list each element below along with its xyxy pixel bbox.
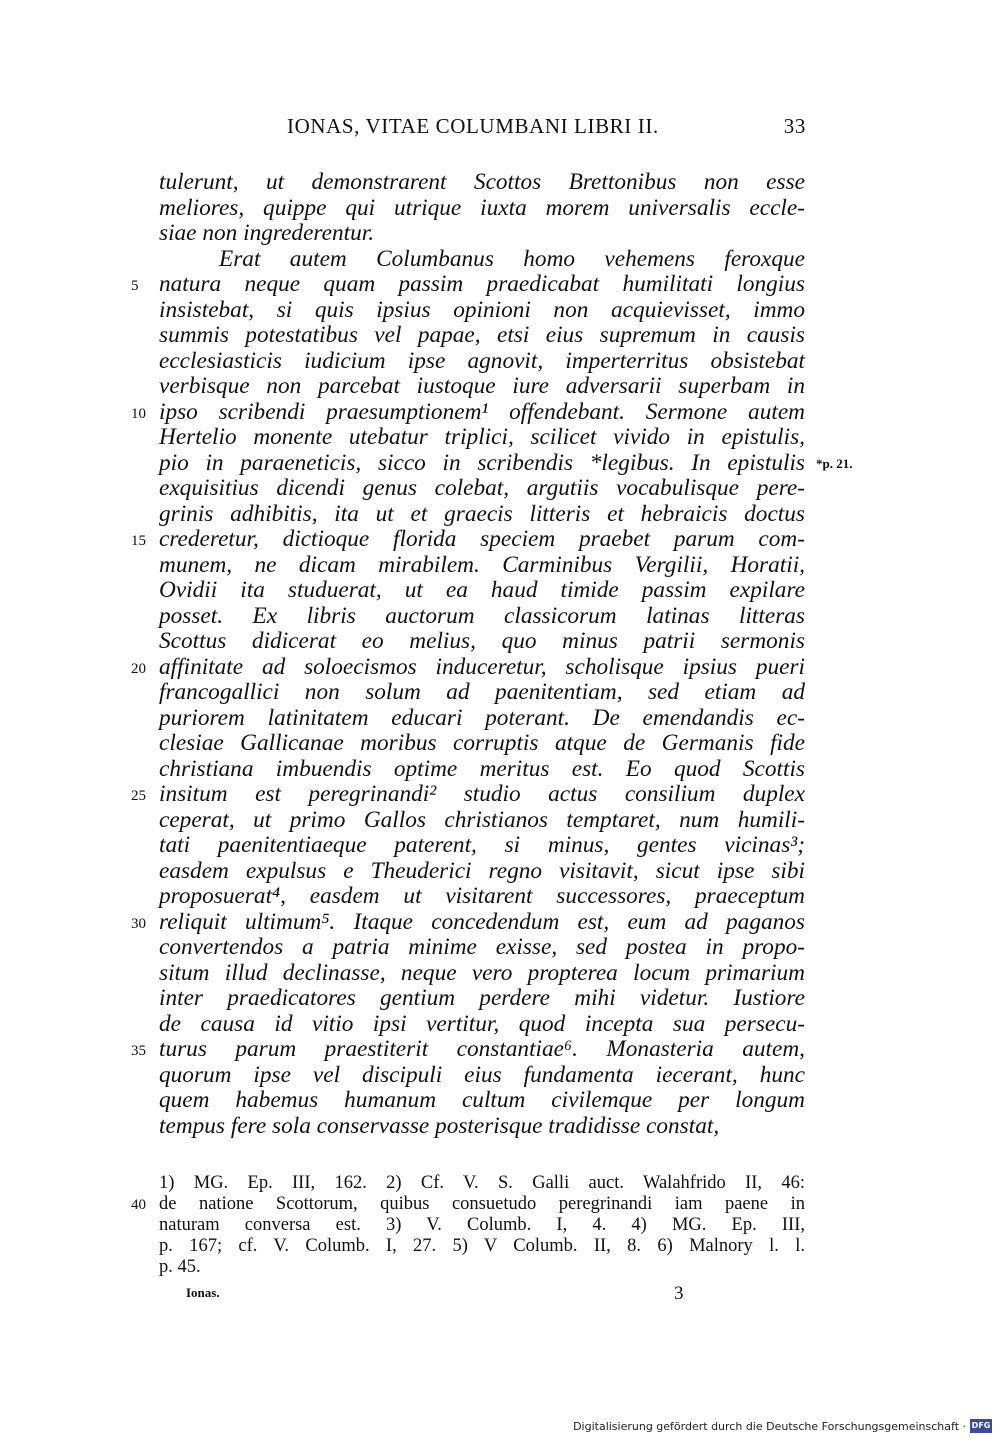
page-number: 33 bbox=[783, 114, 806, 138]
footnotes bbox=[0, 1173, 1000, 1278]
page-footer bbox=[159, 1283, 805, 1307]
line-text: crederetur, dictioque florida speciem praebet parum com- bbox=[159, 526, 805, 552]
line-number: 5 bbox=[131, 278, 139, 294]
line-number: 25 bbox=[131, 788, 146, 804]
line-text: Ovidii ita studuerat, ut ea haud timide passim expilare bbox=[159, 577, 805, 603]
text-line bbox=[0, 680, 1000, 706]
line-text: Scottus didicerat eo melius, quo minus patrii sermonis bbox=[159, 628, 805, 654]
margin-page-ref: *p. 21. bbox=[816, 455, 853, 471]
line-text: tempus fere sola conservasse posterisque tradidisse constat, bbox=[159, 1112, 720, 1139]
footnote-line bbox=[0, 1257, 1000, 1278]
line-text: convertendos a patria minime exisse, sed postea in propo- bbox=[159, 934, 805, 960]
text-line bbox=[0, 323, 1000, 349]
line-text: Erat autem Columbanus homo vehemens feroxque bbox=[219, 245, 805, 272]
sheet-signature-number: 3 bbox=[674, 1283, 684, 1304]
line-text: quorum ipse vel discipuli eius fundamenta iecerant, hunc bbox=[159, 1061, 805, 1088]
line-text: meliores, quippe qui utrique iuxta morem universalis eccle- bbox=[159, 194, 805, 221]
text-line bbox=[0, 961, 1000, 987]
line-text: tulerunt, ut demonstrarent Scottos Brettonibus non esse bbox=[159, 169, 805, 195]
line-text: affinitate ad soloecismos induceretur, scholisque ipsius pueri bbox=[159, 653, 805, 680]
sheet-signature: Ionas. bbox=[186, 1285, 220, 1300]
text-line bbox=[0, 1037, 1000, 1063]
line-text: situm illud declinasse, neque vero propterea locum primarium bbox=[159, 959, 805, 986]
body-text bbox=[0, 170, 1000, 1139]
running-title: IONAS, VITAE COLUMBANI LIBRI II. bbox=[287, 114, 659, 138]
text-line bbox=[0, 476, 1000, 502]
text-line bbox=[0, 910, 1000, 936]
text-line bbox=[0, 374, 1000, 400]
line-text: ipso scribendi praesumptionem¹ offendebant. Sermone autem bbox=[159, 398, 805, 425]
line-text: natura neque quam passim praedicabat humilitati longius bbox=[159, 271, 805, 297]
line-text: munem, ne dicam mirabilem. Carminibus Vergilii, Horatii, bbox=[159, 551, 805, 578]
line-text: proposuerat⁴, easdem ut visitarent successores, praeceptum bbox=[159, 883, 805, 909]
footnote-line bbox=[0, 1194, 1000, 1215]
text-line bbox=[0, 553, 1000, 579]
text-line bbox=[0, 221, 1000, 247]
footnote-text: naturam conversa est. 3) V. Columb. I, 4. 4) MG. Ep. III, bbox=[159, 1215, 805, 1235]
text-line bbox=[0, 502, 1000, 528]
text-line bbox=[0, 629, 1000, 655]
line-text: clesiae Gallicanae moribus corruptis atque de Germanis fide bbox=[159, 730, 805, 756]
line-text: pio in paraeneticis, sicco in scribendis *legibus. In epistulis bbox=[159, 449, 805, 476]
line-text: turus parum praestiterit constantiae⁶. Monasteria autem, bbox=[159, 1036, 805, 1062]
text-line bbox=[0, 1088, 1000, 1114]
text-line bbox=[0, 731, 1000, 757]
footnote-text: p. 45. bbox=[159, 1257, 201, 1277]
line-text: puriorem latinitatem educari poterant. De emendandis ec- bbox=[159, 704, 805, 731]
text-line bbox=[0, 859, 1000, 885]
text-line bbox=[0, 400, 1000, 426]
line-text: ecclesiasticis iudicium ipse agnovit, imperterritus obsistebat bbox=[159, 347, 805, 374]
text-line bbox=[0, 196, 1000, 222]
line-number: 40 bbox=[131, 1197, 146, 1213]
text-line bbox=[0, 986, 1000, 1012]
text-line bbox=[0, 247, 1000, 273]
text-line bbox=[0, 1012, 1000, 1038]
text-line bbox=[0, 884, 1000, 910]
line-text: Hertelio monente utebatur triplici, scilicet vivido in epistulis, bbox=[159, 424, 805, 450]
line-text: summis potestatibus vel papae, etsi eius supremum in causis bbox=[159, 322, 805, 348]
line-number: 35 bbox=[131, 1043, 146, 1059]
footnote-line bbox=[0, 1236, 1000, 1257]
text-line bbox=[0, 1114, 1000, 1140]
line-text: francogallici non solum ad paenitentiam, sed etiam ad bbox=[159, 679, 805, 705]
footnote-line bbox=[0, 1173, 1000, 1194]
line-text: quem habemus humanum cultum civilemque per longum bbox=[159, 1087, 805, 1113]
text-line bbox=[0, 298, 1000, 324]
text-line bbox=[0, 527, 1000, 553]
text-line bbox=[0, 425, 1000, 451]
footnote-text: de natione Scottorum, quibus consuetudo peregrinandi iam paene in bbox=[159, 1194, 805, 1214]
text-line bbox=[0, 655, 1000, 681]
line-number: 15 bbox=[131, 533, 146, 549]
line-text: tati paenitentiaeque paterent, si minus, gentes vicinas³; bbox=[159, 832, 805, 858]
dfg-logo: DFG bbox=[970, 1419, 992, 1433]
line-text: grinis adhibitis, ita ut et graecis litteris et hebraicis doctus bbox=[159, 500, 805, 527]
line-number: 10 bbox=[131, 405, 146, 422]
text-line bbox=[0, 451, 1000, 477]
footnote-line bbox=[0, 1215, 1000, 1236]
text-line bbox=[0, 808, 1000, 834]
funding-note: Digitalisierung gefördert durch die Deutsche Forschungsgemeinschaft · bbox=[573, 1420, 966, 1433]
line-text: reliquit ultimum⁵. Itaque concedendum est, eum ad paganos bbox=[159, 908, 805, 935]
line-number: 20 bbox=[131, 660, 146, 677]
line-text: ceperat, ut primo Gallos christianos temptaret, num humili- bbox=[159, 806, 805, 833]
running-head bbox=[160, 114, 806, 144]
text-line bbox=[0, 1063, 1000, 1089]
line-text: posset. Ex libris auctorum classicorum latinas litteras bbox=[159, 602, 805, 629]
line-text: de causa id vitio ipsi vertitur, quod incepta sua persecu- bbox=[159, 1010, 805, 1037]
text-line bbox=[0, 604, 1000, 630]
line-text: christiana imbuendis optime meritus est. Eo quod Scottis bbox=[159, 755, 805, 782]
text-line bbox=[0, 757, 1000, 783]
line-text: easdem expulsus e Theuderici regno visitavit, sicut ipse sibi bbox=[159, 857, 805, 884]
line-text: insistebat, si quis ipsius opinioni non acquievisset, immo bbox=[159, 296, 805, 323]
text-line bbox=[0, 782, 1000, 808]
footnote-text: 1) MG. Ep. III, 162. 2) Cf. V. S. Galli auct. Walahfrido II, 46: bbox=[159, 1173, 805, 1193]
text-line bbox=[0, 578, 1000, 604]
text-line bbox=[0, 935, 1000, 961]
footnote-text: p. 167; cf. V. Columb. I, 27. 5) V Columb. II, 8. 6) Malnory l. l. bbox=[159, 1236, 805, 1256]
line-text: insitum est peregrinandi² studio actus consilium duplex bbox=[159, 781, 805, 807]
line-text: exquisitius dicendi genus colebat, argutiis vocabulisque pere- bbox=[159, 475, 805, 501]
text-line bbox=[0, 272, 1000, 298]
text-line bbox=[0, 349, 1000, 375]
line-text: inter praedicatores gentium perdere mihi videtur. Iustiore bbox=[159, 985, 805, 1011]
line-text: siae non ingrederentur. bbox=[159, 220, 375, 246]
line-text: verbisque non parcebat iustoque iure adversarii superbam in bbox=[159, 373, 805, 399]
text-line bbox=[0, 833, 1000, 859]
line-number: 30 bbox=[131, 915, 146, 932]
text-line bbox=[0, 170, 1000, 196]
text-line bbox=[0, 706, 1000, 732]
